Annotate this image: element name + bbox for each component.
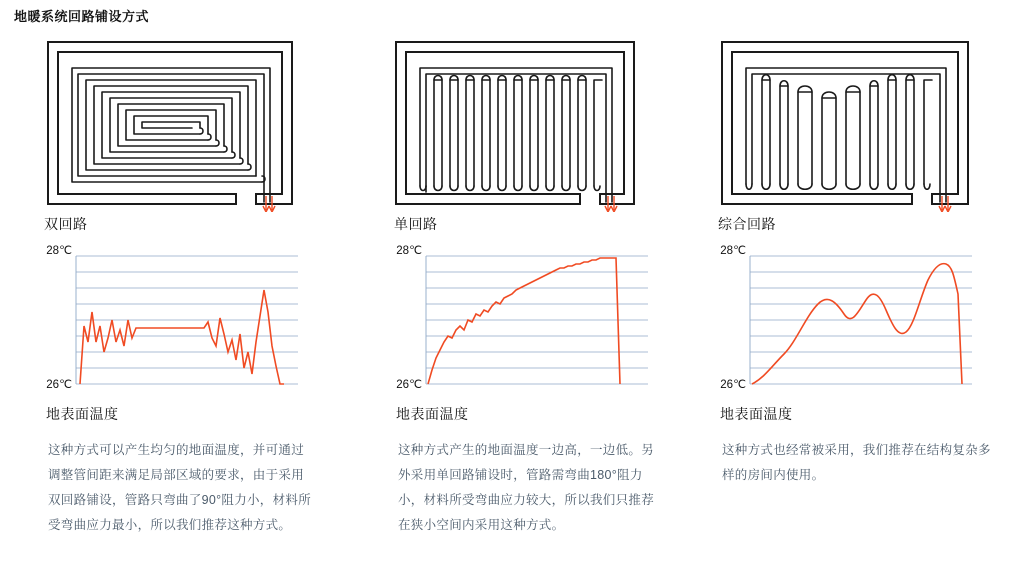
chart-single-loop bbox=[390, 242, 658, 424]
chart-ytick-top-single: 28℃ bbox=[396, 245, 422, 257]
chart-line-combined bbox=[752, 264, 962, 384]
description-single: 这种方式产生的地面温度一边高，一边低。另外采用单回路铺设时，管路需弯曲180°阻力小，材料所受弯曲应力较大，所以我们只推荐在狭小空间内采用这种方式。 bbox=[398, 443, 655, 532]
chart-ytick-bottom-single: 26℃ bbox=[396, 379, 422, 391]
loop-label-double: 双回路 bbox=[44, 216, 88, 232]
chart-ytick-top-double: 28℃ bbox=[46, 245, 72, 257]
chart-svg-single bbox=[390, 242, 658, 402]
column-combined-loop bbox=[676, 34, 1014, 538]
chart-svg-double bbox=[40, 242, 308, 402]
description-combined: 这种方式也经常被采用，我们推荐在结构复杂多样的房间内使用。 bbox=[722, 443, 991, 482]
chart-ytick-bottom-double: 26℃ bbox=[46, 379, 72, 391]
diagram-columns bbox=[0, 34, 1014, 538]
loop-label-combined: 综合回路 bbox=[718, 216, 776, 232]
chart-caption-single: 地表面温度 bbox=[396, 406, 469, 422]
chart-double-loop bbox=[40, 242, 320, 424]
chart-ytick-bottom-combined: 26℃ bbox=[720, 379, 746, 391]
column-single-loop bbox=[338, 34, 676, 538]
chart-ytick-top-combined: 28℃ bbox=[720, 245, 746, 257]
loop-diagram-combined bbox=[714, 34, 976, 212]
chart-caption-double: 地表面温度 bbox=[46, 406, 119, 422]
column-double-loop bbox=[0, 34, 338, 538]
chart-svg-combined bbox=[714, 242, 982, 402]
chart-caption-combined: 地表面温度 bbox=[720, 406, 793, 422]
chart-line-single bbox=[428, 258, 620, 384]
loop-label-single: 单回路 bbox=[394, 216, 438, 232]
page-title: 地暖系统回路铺设方式 bbox=[14, 9, 150, 24]
chart-combined-loop bbox=[714, 242, 996, 424]
description-double: 这种方式可以产生均匀的地面温度，并可通过调整管间距来满足局部区域的要求，由于采用双回路铺设，管路只弯曲了90°阻力小，材料所受弯曲应力最小，所以我们推荐这种方式。 bbox=[48, 443, 312, 532]
loop-diagram-double bbox=[40, 34, 300, 212]
loop-diagram-single bbox=[390, 34, 640, 212]
